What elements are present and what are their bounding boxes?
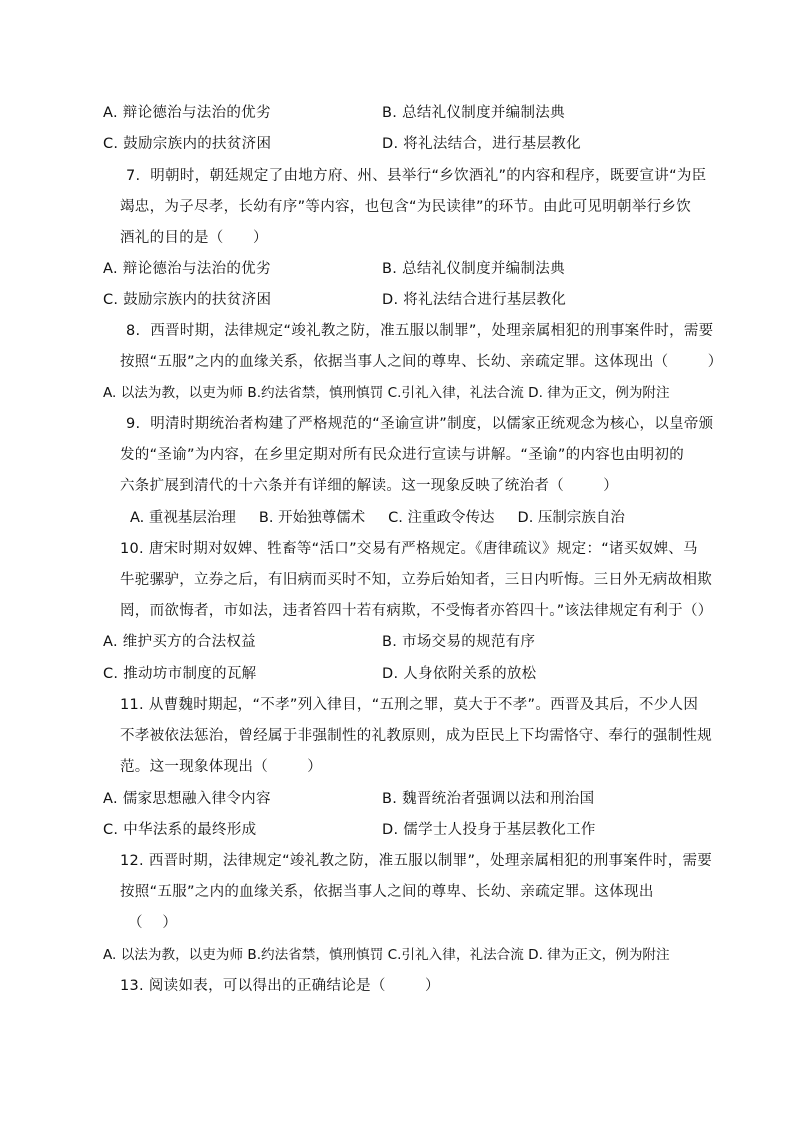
question-12-line-3: （ ） bbox=[128, 915, 178, 931]
q12-options: A. 以法为教，以吏为师 B.约法省禁，慎刑慎罚 C.引礼入律，礼法合流 D. 律为正文，例为附注 bbox=[103, 947, 670, 963]
question-8-line-1: 8. 西晋时期，法律规定“竣礼教之防，准五服以制罪”，处理亲属相犯的刑事案件时，需要 bbox=[126, 323, 714, 339]
question-9-line-2: 发的“圣谕”为内容，在乡里定期对所有民众进行宣读与讲解。“圣谕”的内容也由明初的 bbox=[120, 447, 685, 463]
q11-option-a: A. 儒家思想融入律令内容 bbox=[103, 791, 271, 807]
q7-option-b: B. 总结礼仪制度并编制法典 bbox=[382, 261, 565, 277]
question-7-line-3: 酒礼的目的是（ ） bbox=[120, 230, 268, 246]
question-12-line-2: 按照“五服”之内的血缘关系，依据当事人之间的尊卑、长幼、亲疏定罪。这体现出 bbox=[120, 884, 654, 900]
question-10-line-3: 罔，而欲悔者，市如法，违者笞四十若有病欺，不受悔者亦笞四十。”该法律规定有利于（） bbox=[120, 603, 713, 619]
question-11-line-3: 范。这一现象体现出（ ） bbox=[120, 759, 323, 775]
question-10-line-2: 牛驼骡驴，立券之后，有旧病而买时不知，立券后始知者，三日内听悔。三日外无病故相欺 bbox=[120, 572, 712, 588]
question-9-line-3: 六条扩展到清代的十六条并有详细的解读。这一现象反映了统治者（ ） bbox=[120, 478, 619, 494]
q8-options: A. 以法为教，以吏为师 B.约法省禁，慎刑慎罚 C.引礼入律，礼法合流 D. 律为正文，例为附注 bbox=[103, 385, 670, 401]
option-d: D. 将礼法结合，进行基层教化 bbox=[382, 136, 581, 152]
q11-option-b: B. 魏晋统治者强调以法和刑治国 bbox=[382, 791, 595, 807]
question-12-line-1: 12. 西晋时期，法律规定“竣礼教之防，准五服以制罪”，处理亲属相犯的刑事案件时，需要 bbox=[120, 853, 713, 869]
option-b: B. 总结礼仪制度并编制法典 bbox=[382, 105, 565, 121]
q10-option-c: C. 推动坊市制度的瓦解 bbox=[103, 666, 257, 682]
option-a: A. 辩论德治与法治的优劣 bbox=[103, 105, 271, 121]
option-c: C. 鼓励宗族内的扶贫济困 bbox=[103, 136, 272, 152]
question-7-line-2: 竭忠，为子尽孝，长幼有序”等内容，也包含“为民读律”的环节。由此可见明朝举行乡饮 bbox=[120, 199, 692, 215]
q11-option-d: D. 儒学士人投身于基层教化工作 bbox=[382, 822, 596, 838]
question-11-line-2: 不孝被依法惩治，曾经属于非强制性的礼教原则，成为臣民上下均需恪守、奉行的强制性规 bbox=[120, 728, 712, 744]
q10-option-d: D. 人身依附关系的放松 bbox=[382, 666, 537, 682]
q7-option-d: D. 将礼法结合进行基层教化 bbox=[382, 292, 567, 308]
question-10-line-1: 10. 唐宋时期对奴婢、牲畜等“活口”交易有严格规定。《唐律疏议》规定：“诸买奴婢、马 bbox=[120, 541, 698, 557]
q11-option-c: C. 中华法系的最终形成 bbox=[103, 822, 257, 838]
q9-options: A. 重视基层治理 B. 开始独尊儒术 C. 注重政令传达 D. 压制宗族自治 bbox=[130, 510, 625, 526]
q7-option-a: A. 辩论德治与法治的优劣 bbox=[103, 261, 271, 277]
question-13-line-1: 13. 阅读如表，可以得出的正确结论是（ ） bbox=[120, 978, 440, 994]
question-11-line-1: 11. 从曹魏时期起，“不孝”列入律目，“五刑之罪，莫大于不孝”。西晋及其后，不少人因 bbox=[120, 697, 699, 713]
question-8-line-2: 按照“五服”之内的血缘关系，依据当事人之间的尊卑、长幼、亲疏定罪。这体现出（ ） bbox=[120, 354, 723, 370]
q7-option-c: C. 鼓励宗族内的扶贫济困 bbox=[103, 292, 272, 308]
q10-option-b: B. 市场交易的规范有序 bbox=[382, 634, 536, 650]
question-7-line-1: 7. 明朝时，朝廷规定了由地方府、州、县举行“乡饮酒礼”的内容和程序，既要宣讲“为臣 bbox=[126, 168, 707, 184]
question-9-line-1: 9. 明清时期统治者构建了严格规范的“圣谕宣讲”制度，以儒家正统观念为核心，以皇帝颁 bbox=[126, 416, 714, 432]
q10-option-a: A. 维护买方的合法权益 bbox=[103, 634, 256, 650]
